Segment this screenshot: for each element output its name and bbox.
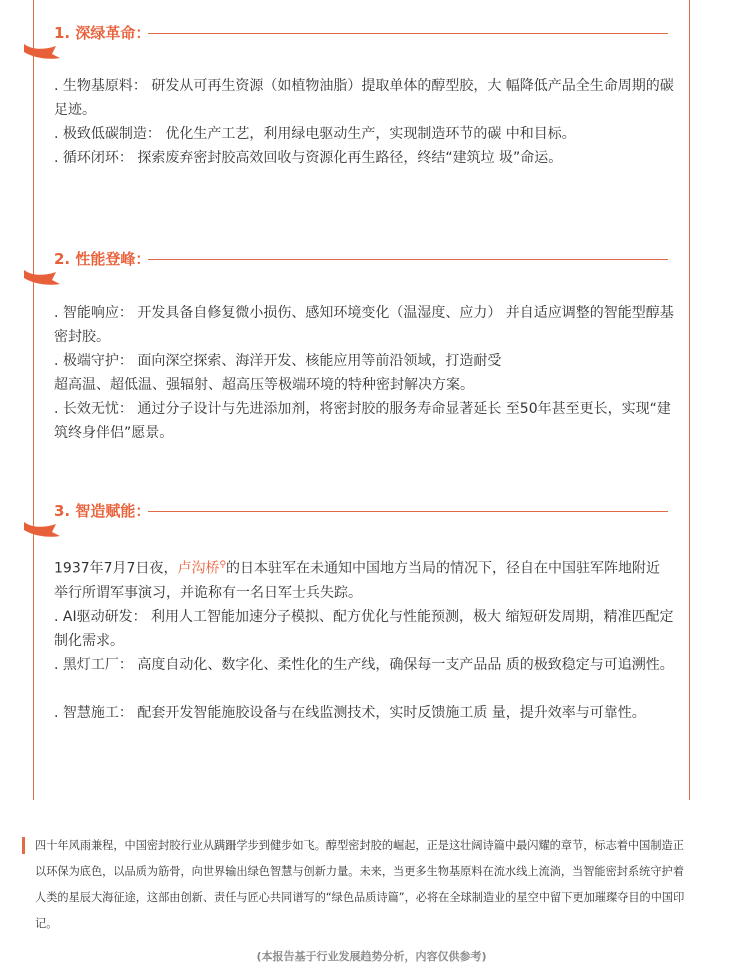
summary-accent-bar [22, 837, 25, 854]
search-icon[interactable]: ⚲ [219, 560, 227, 570]
section-body-1 [54, 74, 674, 170]
list-item: . AI驱动研发： 利用人工智能加速分子模拟、配方优化与性能预测，极大 缩短研发周期，精准匹配定制化需求。 [54, 608, 674, 649]
list-item: . 循环闭环： 探索废弃密封胶高效回收与资源化再生路径，终结“建筑垃 圾”命运。 [54, 150, 563, 166]
list-item: . 智能响应： 开发具备自修复微小损伤、感知环境变化（温湿度、应力） 并自适应调整的智能型醇基密封胶。 [54, 305, 674, 345]
section-title: 2. 性能登峰： [54, 248, 156, 270]
list-item: . 黑灯工厂： 高度自动化、数字化、柔性化的生产线，确保每一支产品品 质的极致稳定与可追溯性。 [54, 656, 674, 673]
list-item: . 生物基原料： 研发从可再生资源（如植物油脂）提取单体的醇型胶，大 幅降低产品全生命周期的碳足迹。 [54, 78, 674, 118]
intro-paragraph [54, 553, 674, 605]
heading-divider [148, 33, 668, 34]
section-title: 3. 智造赋能： [54, 500, 156, 522]
disclaimer: (本报告基于行业发展趋势分析，内容仅供参考) [256, 950, 487, 963]
section-body-3 [54, 553, 674, 725]
section-body-2 [54, 301, 674, 445]
intro-text: 的日本驻军在未通知中国地方当局的情况下，径自在中国驻军阵地附近举行所谓军事演习，并诡称有一名日军士兵失踪。 [54, 560, 661, 601]
heading-divider [148, 511, 668, 512]
section-heading-2 [0, 248, 743, 288]
list-item: . 极端守护： 面向深空探索、海洋开发、核能应用等前沿领域，打造耐受 [54, 353, 502, 369]
inline-link[interactable]: 卢沟桥 [177, 560, 220, 577]
section-title: 1. 深绿革命： [54, 22, 156, 44]
list-item: . 极致低碳制造： 优化生产工艺，利用绿电驱动生产，实现制造环节的碳 中和目标。 [54, 126, 576, 142]
list-item: . 智慧施工： 配套开发智能施胶设备与在线监测技术，实时反馈施工质 量，提升效率与可靠性。 [54, 704, 646, 721]
summary-paragraph: 四十年风雨兼程，中国密封胶行业从蹒跚学步到健步如飞。醇型密封胶的崛起，正是这壮阔诗篇中最闪耀的章节，标志着中国制造正以环保为底色，以品质为筋骨，向世界输出绿色智慧与创新力量。未来，当更多生物基原料在流水线上流淌，当智能密封系统守护着人类的星辰大海征途，这部由创新、责任与匠心共同谱写的“绿色品质诗篇”，必将在全球制造业的星空中留下更加璀璨夺目的中国印记。 [35, 839, 685, 930]
heading-divider [148, 259, 668, 260]
intro-text: 1937年7月7日夜， [54, 560, 178, 577]
list-item: . 长效无忧： 通过分子设计与先进添加剂，将密封胶的服务寿命显著延长 至50年甚至更长，实现“建筑终身伴侣”愿景。 [54, 401, 671, 441]
section-heading-3 [0, 500, 743, 540]
section-heading-1 [0, 22, 743, 62]
list-item: 超高温、超低温、强辐射、超高压等极端环境的特种密封解决方案。 [54, 377, 474, 393]
